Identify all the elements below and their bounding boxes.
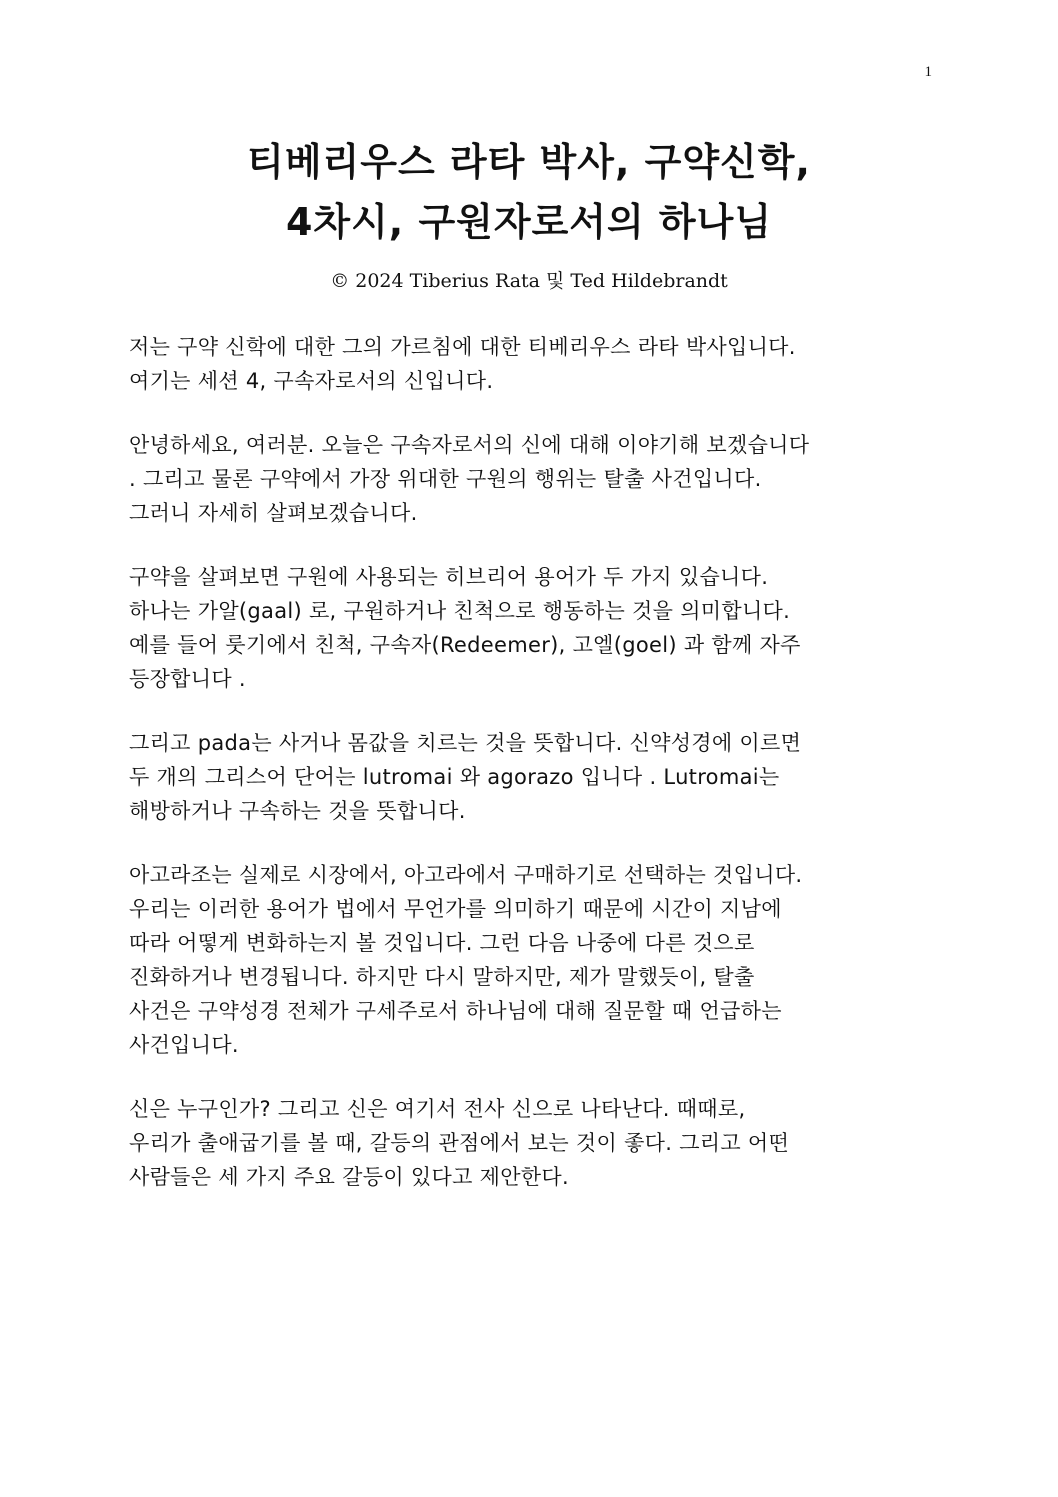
paragraph-line: 저는 구약 신학에 대한 그의 가르침에 대한 티베리우스 라타 박사입니다. xyxy=(129,335,796,359)
copyright-notice: © 2024 Tiberius Rata 및 Ted Hildebrandt xyxy=(330,270,728,292)
paragraph-3 xyxy=(129,560,939,696)
title-line-2: 4차시, 구원자로서의 하나님 xyxy=(285,200,773,244)
paragraph-line: 진화하거나 변경됩니다. 하지만 다시 말하지만, 제가 말했듯이, 탈출 xyxy=(129,965,755,989)
paragraph-line: 해방하거나 구속하는 것을 뜻합니다. xyxy=(129,799,466,823)
paragraph-line: 신은 누구인가? 그리고 신은 여기서 전사 신으로 나타난다. 때때로, xyxy=(129,1097,746,1121)
paragraph-line: 구약을 살펴보면 구원에 사용되는 히브리어 용어가 두 가지 있습니다. xyxy=(129,565,769,589)
paragraph-line: 사건입니다. xyxy=(129,1033,239,1057)
paragraph-line: 안녕하세요, 여러분. 오늘은 구속자로서의 신에 대해 이야기해 보겠습니다 xyxy=(129,433,810,457)
paragraph-2 xyxy=(129,428,939,530)
paragraph-4 xyxy=(129,726,939,828)
paragraph-5 xyxy=(129,858,939,1062)
paragraph-line: 여기는 세션 4, 구속자로서의 신입니다. xyxy=(129,369,494,393)
paragraph-line: 우리가 출애굽기를 볼 때, 갈등의 관점에서 보는 것이 좋다. 그리고 어떤 xyxy=(129,1131,790,1155)
paragraph-line: 그리고 pada는 사거나 몸값을 치르는 것을 뜻합니다. 신약성경에 이르면 xyxy=(129,731,802,755)
paragraph-6 xyxy=(129,1092,939,1194)
paragraph-line: 두 개의 그리스어 단어는 lutromai 와 agorazo 입니다 . Lutromai는 xyxy=(129,765,780,789)
paragraph-1 xyxy=(129,330,939,398)
paragraph-line: 그러니 자세히 살펴보겠습니다. xyxy=(129,501,418,525)
paragraph-line: 하나는 가알(gaal) 로, 구원하거나 친척으로 행동하는 것을 의미합니다. xyxy=(129,599,791,623)
paragraph-line: 예를 들어 룻기에서 친척, 구속자(Redeemer), 고엘(goel) 과 함께 자주 xyxy=(129,633,801,657)
paragraph-line: 사람들은 세 가지 주요 갈등이 있다고 제안한다. xyxy=(129,1165,569,1189)
paragraph-line: . 그리고 물론 구약에서 가장 위대한 구원의 행위는 탈출 사건입니다. xyxy=(129,467,762,491)
document-title xyxy=(0,132,1058,252)
paragraph-line: 등장합니다 . xyxy=(129,667,246,691)
paragraph-line: 아고라조는 실제로 시장에서, 아고라에서 구매하기로 선택하는 것입니다. xyxy=(129,863,803,887)
paragraph-line: 우리는 이러한 용어가 법에서 무언가를 의미하기 때문에 시간이 지남에 xyxy=(129,897,782,921)
document-body xyxy=(129,330,939,1224)
paragraph-line: 사건은 구약성경 전체가 구세주로서 하나님에 대해 질문할 때 언급하는 xyxy=(129,999,782,1023)
title-line-1: 티베리우스 라타 박사, 구약신학, xyxy=(247,140,811,184)
paragraph-line: 따라 어떻게 변화하는지 볼 것입니다. 그런 다음 나중에 다른 것으로 xyxy=(129,931,755,955)
page-number: 1 xyxy=(924,64,932,80)
